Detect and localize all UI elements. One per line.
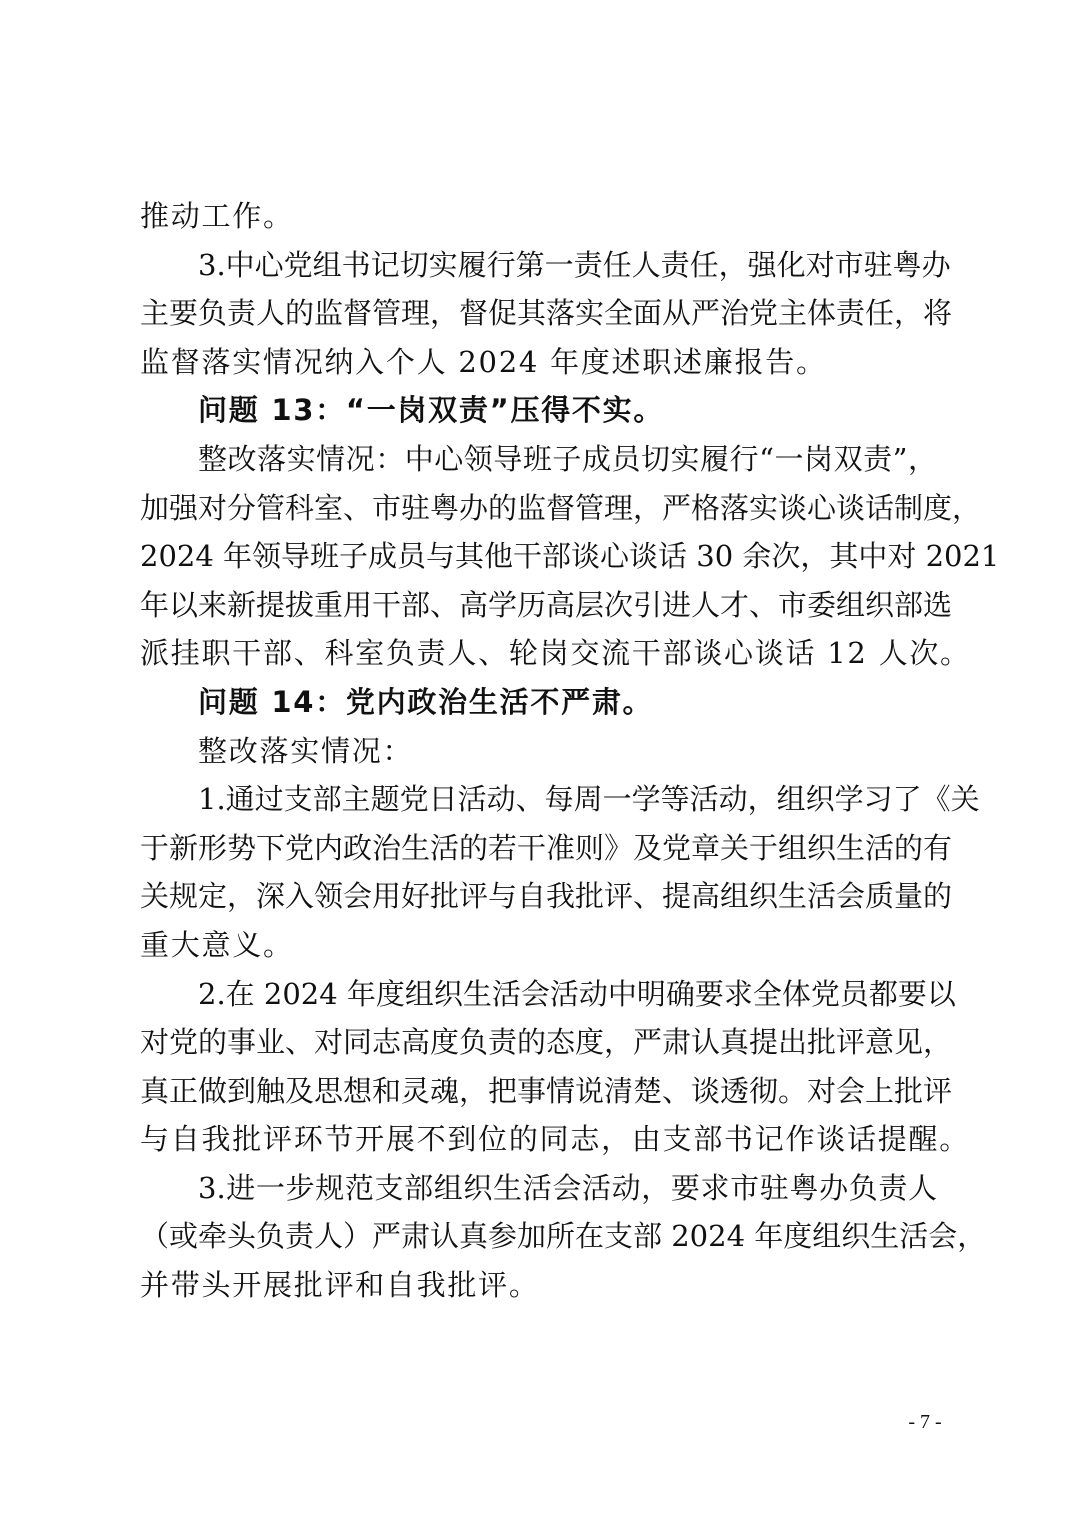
paragraph-line: 加强对分管科室、市驻粤办的监督管理，严格落实谈心谈话制度，	[140, 490, 982, 525]
paragraph-line: 真正做到触及思想和灵魂，把事情说清楚、谈透彻。对会上批评	[140, 1073, 953, 1108]
paragraph-line: 整改落实情况：	[198, 733, 414, 768]
paragraph-line: 2024 年领导班子成员与其他干部谈心谈话 30 余次，其中对 2021	[140, 539, 1000, 574]
paragraph-line: 推动工作。	[140, 199, 294, 233]
paragraph-line: 3.中心党组书记切实履行第一责任人责任，强化对市驻粤办	[198, 247, 951, 282]
paragraph-line: （或牵头负责人）严肃认真参加所在支部 2024 年度组织生活会，	[140, 1219, 987, 1254]
paragraph-line: 3.进一步规范支部组织生活会活动，要求市驻粤办负责人	[198, 1170, 937, 1205]
paragraph-line: 2.在 2024 年度组织生活会活动中明确要求全体党员都要以	[198, 976, 956, 1011]
paragraph-line: 对党的事业、对同志高度负责的态度，严肃认真提出批评意见，	[140, 1025, 953, 1060]
paragraph-line: 重大意义。	[140, 927, 294, 962]
paragraph-line: 并带头开展批评和自我批评。	[140, 1268, 540, 1303]
section-heading: 问题 14：党内政治生活不严肃。	[198, 684, 654, 719]
paragraph-line: 于新形势下党内政治生活的若干准则》及党章关于组织生活的有	[140, 830, 953, 865]
paragraph-line: 与自我批评环节开展不到位的同志，由支部书记作谈话提醒。	[140, 1122, 970, 1157]
paragraph-line: 关规定，深入领会用好批评与自我批评、提高组织生活会质量的	[140, 879, 953, 914]
document-body	[140, 192, 1000, 1310]
paragraph-line: 整改落实情况：中心领导班子成员切实履行“一岗双责”，	[198, 441, 937, 476]
paragraph-line: 年以来新提拔重用干部、高学历高层次引进人才、市委组织部选	[140, 587, 953, 622]
paragraph-line: 监督落实情况纳入个人 2024 年度述职述廉报告。	[140, 344, 827, 379]
paragraph-line: 1.通过支部主题党日活动、每周一学等活动，组织学习了《关	[198, 782, 980, 817]
paragraph-line: 主要负责人的监督管理，督促其落实全面从严治党主体责任，将	[140, 296, 953, 331]
page-number: - 7 -	[908, 1411, 942, 1433]
section-heading: 问题 13：“一岗双责”压得不实。	[198, 393, 665, 428]
paragraph-line: 派挂职干部、科室负责人、轮岗交流干部谈心谈话 12 人次。	[140, 636, 971, 671]
